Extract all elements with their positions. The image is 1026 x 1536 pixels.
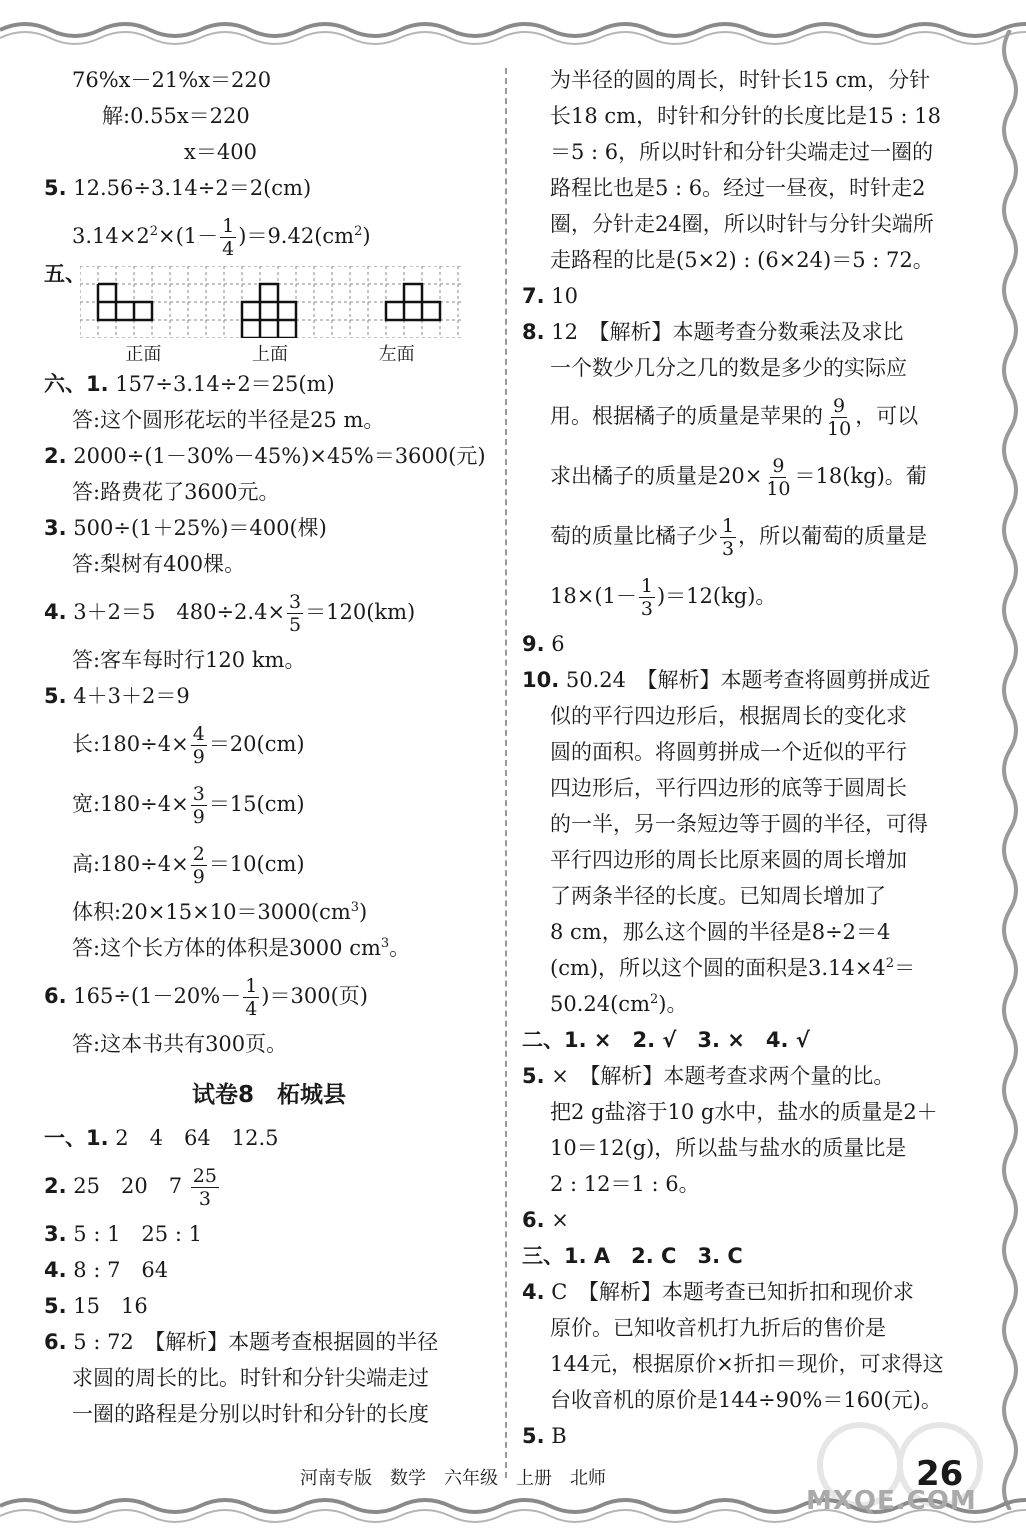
answer-text: 萄的质量比橘子少 bbox=[550, 524, 718, 548]
answer-line: 四边形后，平行四边形的底等于圆周长 bbox=[550, 776, 907, 800]
denominator: 9 bbox=[192, 866, 205, 888]
answer-text: 50.24(cm bbox=[550, 992, 650, 1016]
answer-text: 8 : 7 64 bbox=[73, 1258, 169, 1282]
numerator: 1 bbox=[640, 575, 653, 597]
fraction bbox=[191, 843, 207, 888]
fraction bbox=[764, 455, 792, 500]
answer-text: 4＋3＋2＝9 bbox=[73, 684, 190, 708]
right-column bbox=[522, 62, 962, 1454]
superscript: 2 bbox=[650, 992, 659, 1007]
answer-text: ＝ bbox=[894, 956, 916, 980]
numerator: 9 bbox=[833, 395, 846, 417]
answer-line bbox=[522, 662, 962, 698]
answer-text: 求出橘子的质量是20× bbox=[550, 464, 763, 488]
numerator: 1 bbox=[245, 975, 258, 997]
grid-views-diagram bbox=[80, 266, 464, 338]
answer-line bbox=[44, 774, 494, 834]
answer-line: 求圆的周长的比。时针和分针尖端走过 bbox=[72, 1366, 429, 1390]
answer-text: 12 【解析】本题考查分数乘法及求比 bbox=[551, 320, 904, 344]
answer-line bbox=[44, 1324, 494, 1360]
watermark-text: MXQE.COM bbox=[806, 1486, 977, 1516]
view-label-left: 左面 bbox=[378, 344, 415, 365]
item-number: 2. bbox=[44, 1174, 67, 1198]
answer-text: ，可以 bbox=[855, 404, 919, 428]
answer-line: 似的平行四边形后，根据周长的变化求 bbox=[550, 704, 907, 728]
answer-text: ) bbox=[362, 224, 371, 248]
answer-text: 12.56÷3.14÷2＝2(cm) bbox=[73, 176, 312, 200]
left-column bbox=[44, 62, 494, 1432]
item-number: 10. bbox=[522, 668, 560, 692]
superscript: 3 bbox=[380, 936, 390, 951]
answer-line: 走路程的比是(5×2) : (6×24)＝5 : 72。 bbox=[550, 248, 934, 272]
answer-line bbox=[522, 446, 962, 506]
item-number: 5. bbox=[522, 1424, 545, 1448]
answer-text: )。 bbox=[658, 992, 688, 1016]
answer-line: 144元，根据原价×折扣＝现价，可求得这 bbox=[550, 1352, 944, 1376]
answer-line: 的一半，另一条短边等于圆的半径，可得 bbox=[550, 812, 928, 836]
views-figure bbox=[80, 266, 464, 366]
answer-line: ＝5 : 6，所以时针和分针尖端走过一圈的 bbox=[550, 140, 934, 164]
denominator: 4 bbox=[245, 998, 258, 1020]
denominator: 3 bbox=[198, 1188, 211, 1210]
answer-text: ，所以葡萄的质量是 bbox=[738, 524, 928, 548]
answer-line bbox=[44, 966, 494, 1026]
fraction bbox=[191, 783, 207, 828]
answer-line bbox=[44, 170, 494, 206]
section-label: 五、 bbox=[44, 262, 86, 286]
answer-text: 5 : 1 25 : 1 bbox=[73, 1222, 202, 1246]
answer-text: 3.14×2 bbox=[72, 224, 150, 248]
answer-line bbox=[522, 566, 962, 626]
numerator: 2 bbox=[192, 843, 205, 865]
answer-text: 25 20 7 bbox=[73, 1174, 183, 1198]
fraction bbox=[825, 395, 853, 440]
answer-line bbox=[44, 1216, 494, 1252]
denominator: 9 bbox=[192, 746, 205, 768]
answer-line bbox=[44, 366, 494, 402]
answer-text: ＝15(cm) bbox=[208, 792, 305, 816]
answer-line: 把2 g盐溶于10 g水中，盐水的质量是2＋ bbox=[550, 1100, 938, 1124]
answer-line: 路程比也是5 : 6。经过一昼夜，时针走2 bbox=[550, 176, 926, 200]
view-label-front: 正面 bbox=[125, 344, 162, 365]
answer-text: × bbox=[551, 1208, 569, 1232]
answer-line bbox=[44, 510, 494, 546]
answer-line: 圈，分针走24圈，所以时针与分针尖端所 bbox=[550, 212, 934, 236]
item-number: 4. bbox=[44, 600, 67, 624]
answer-line: 8 cm，那么这个圆的半径是8÷2＝4 bbox=[550, 920, 891, 944]
answer-line bbox=[522, 1058, 962, 1094]
item-number: 3. bbox=[44, 516, 67, 540]
answer-line bbox=[522, 1274, 962, 1310]
answer-text: ) bbox=[359, 900, 368, 924]
answer-line: 答:这本书共有300页。 bbox=[72, 1032, 288, 1056]
item-number: 6. bbox=[522, 1208, 545, 1232]
item-number: 六、1. bbox=[44, 372, 109, 396]
answer-line: 答:这个圆形花坛的半径是25 m。 bbox=[72, 408, 385, 432]
answer-text: 宽:180÷4× bbox=[72, 792, 189, 816]
numerator: 1 bbox=[222, 215, 235, 237]
item-number: 4. bbox=[522, 1280, 545, 1304]
answer-line bbox=[44, 1252, 494, 1288]
answer-line: 答:梨树有400棵。 bbox=[72, 552, 246, 576]
answer-line: 台收音机的原价是144÷90%＝160(元)。 bbox=[550, 1388, 942, 1412]
answer-line bbox=[522, 1202, 962, 1238]
answer-text: 157÷3.14÷2＝25(m) bbox=[115, 372, 335, 396]
item-number: 5. bbox=[522, 1064, 545, 1088]
item-number: 7. bbox=[522, 284, 545, 308]
answer-text: )＝12(kg)。 bbox=[656, 584, 777, 608]
superscript: 2 bbox=[885, 956, 895, 971]
answer-text: 6 bbox=[551, 632, 565, 656]
answer-line bbox=[44, 834, 494, 894]
answer-text: 。 bbox=[389, 936, 411, 960]
answer-line: 圆的面积。将圆剪拼成一个近似的平行 bbox=[550, 740, 907, 764]
answer-text: 2 4 64 12.5 bbox=[115, 1126, 279, 1150]
three-views-block bbox=[44, 262, 494, 366]
answer-line bbox=[522, 506, 962, 566]
top-wavy-border bbox=[0, 0, 1026, 46]
answer-line: 解:0.55x＝220 bbox=[102, 104, 250, 128]
fraction bbox=[720, 515, 736, 560]
answer-text: C 【解析】本题考查已知折扣和现价求 bbox=[551, 1280, 914, 1304]
item-number: 4. bbox=[44, 1258, 67, 1282]
answer-line: 一个数少几分之几的数是多少的实际应 bbox=[550, 356, 907, 380]
answer-line bbox=[44, 1120, 494, 1156]
answer-text: ＝20(cm) bbox=[208, 732, 305, 756]
right-wavy-border bbox=[994, 30, 1026, 1510]
item-number: 6. bbox=[44, 1330, 67, 1354]
answer-line bbox=[522, 986, 962, 1022]
answer-text: (cm)，所以这个圆的面积是3.14×4 bbox=[550, 956, 886, 980]
answer-line bbox=[44, 582, 494, 642]
answer-line: 二、1. × 2. √ 3. × 4. √ bbox=[522, 1028, 810, 1052]
denominator: 10 bbox=[766, 478, 791, 500]
answer-line: 三、1. A 2. C 3. C bbox=[522, 1244, 743, 1268]
footer-text: 河南专版 数学 六年级 上册 北师 bbox=[300, 1468, 606, 1489]
answer-line bbox=[44, 206, 494, 266]
answer-line: 2 : 12＝1 : 6。 bbox=[550, 1172, 700, 1196]
answer-text: 长:180÷4× bbox=[72, 732, 189, 756]
answer-line bbox=[522, 386, 962, 446]
answer-text: ＝10(cm) bbox=[208, 852, 305, 876]
item-number: 一、1. bbox=[44, 1126, 109, 1150]
denominator: 10 bbox=[827, 418, 852, 440]
item-number: 9. bbox=[522, 632, 545, 656]
denominator: 3 bbox=[722, 538, 735, 560]
answer-line bbox=[44, 1156, 494, 1216]
answer-line: 10＝12(g)，所以盐与盐水的质量比是 bbox=[550, 1136, 907, 1160]
answer-line: 平行四边形的周长比原来圆的周长增加 bbox=[550, 848, 907, 872]
answer-text: )＝300(页) bbox=[261, 984, 368, 1008]
answer-line bbox=[44, 438, 494, 474]
answer-text: 5 : 72 【解析】本题考查根据圆的半径 bbox=[73, 1330, 439, 1354]
answer-text: 165÷(1－20%－ bbox=[73, 984, 242, 1008]
answer-text: B bbox=[551, 1424, 567, 1448]
answer-text: 体积:20×15×10＝3000(cm bbox=[72, 900, 351, 924]
answer-line bbox=[522, 626, 962, 662]
fraction bbox=[191, 723, 207, 768]
answer-text: 500÷(1＋25%)＝400(棵) bbox=[73, 516, 327, 540]
answer-line: 一圈的路程是分别以时针和分针的长度 bbox=[72, 1402, 429, 1426]
numerator: 1 bbox=[722, 515, 735, 537]
item-number: 8. bbox=[522, 320, 545, 344]
fraction bbox=[287, 591, 303, 636]
fraction bbox=[220, 215, 236, 260]
superscript: 2 bbox=[149, 224, 158, 239]
answer-text: 15 16 bbox=[73, 1294, 148, 1318]
answer-line bbox=[522, 278, 962, 314]
answer-text: 3＋2＝5 480÷2.4× bbox=[73, 600, 286, 624]
item-number: 5. bbox=[44, 176, 67, 200]
answer-text: 用。根据橘子的质量是苹果的 bbox=[550, 404, 823, 428]
superscript: 2 bbox=[354, 224, 363, 239]
answer-text: 2000÷(1－30%－45%)×45%＝3600(元) bbox=[73, 444, 486, 468]
numerator: 3 bbox=[192, 783, 205, 805]
answer-text: 50.24 【解析】本题考查将圆剪拼成近 bbox=[565, 668, 931, 692]
denominator: 5 bbox=[289, 614, 302, 636]
item-number: 6. bbox=[44, 984, 67, 1008]
answer-line bbox=[44, 1288, 494, 1324]
answer-line: 为半径的圆的周长，时针长15 cm，分针 bbox=[550, 68, 931, 92]
item-number: 3. bbox=[44, 1222, 67, 1246]
answer-text: 10 bbox=[551, 284, 579, 308]
answer-line: 答:路费花了3600元。 bbox=[72, 480, 280, 504]
answer-line: 长18 cm，时针和分针的长度比是15 : 18 bbox=[550, 104, 941, 128]
answer-text: ＝18(kg)。葡 bbox=[794, 464, 927, 488]
answer-line bbox=[522, 314, 962, 350]
answer-text: × 【解析】本题考查求两个量的比。 bbox=[551, 1064, 895, 1088]
denominator: 3 bbox=[640, 598, 653, 620]
answer-text: 18×(1－ bbox=[550, 584, 637, 608]
answer-line: 了两条半径的长度。已知周长增加了 bbox=[550, 884, 886, 908]
answer-text: ＝120(km) bbox=[305, 600, 416, 624]
superscript: 3 bbox=[350, 900, 360, 915]
view-label-top: 上面 bbox=[252, 344, 288, 365]
answer-line: x＝400 bbox=[184, 140, 257, 164]
item-number: 5. bbox=[44, 1294, 67, 1318]
fraction bbox=[191, 1165, 219, 1210]
answer-text: 答:这个长方体的体积是3000 cm bbox=[72, 936, 381, 960]
answer-text: )＝9.42(cm bbox=[238, 224, 355, 248]
answer-line bbox=[522, 950, 962, 986]
item-number: 2. bbox=[44, 444, 67, 468]
numerator: 4 bbox=[192, 723, 205, 745]
answer-text: 高:180÷4× bbox=[72, 852, 189, 876]
answer-line: 答:客车每时行120 km。 bbox=[72, 648, 306, 672]
answer-line: 原价。已知收音机打九折后的售价是 bbox=[550, 1316, 886, 1340]
denominator: 9 bbox=[192, 806, 205, 828]
numerator: 25 bbox=[192, 1165, 217, 1187]
denominator: 4 bbox=[222, 238, 235, 260]
column-divider bbox=[505, 68, 507, 1478]
answer-line bbox=[44, 714, 494, 774]
answer-line bbox=[44, 894, 494, 930]
answer-line bbox=[44, 930, 494, 966]
section-title: 试卷8 柘城县 bbox=[191, 1082, 346, 1108]
fraction bbox=[243, 975, 259, 1020]
page-number: 26 bbox=[916, 1454, 964, 1494]
item-number: 5. bbox=[44, 684, 67, 708]
answer-line bbox=[44, 678, 494, 714]
answer-text: ×(1－ bbox=[158, 224, 219, 248]
views-labels bbox=[80, 340, 460, 366]
answer-line: 76%x－21%x＝220 bbox=[72, 68, 272, 92]
fraction bbox=[639, 575, 655, 620]
numerator: 9 bbox=[772, 455, 785, 477]
numerator: 3 bbox=[289, 591, 302, 613]
